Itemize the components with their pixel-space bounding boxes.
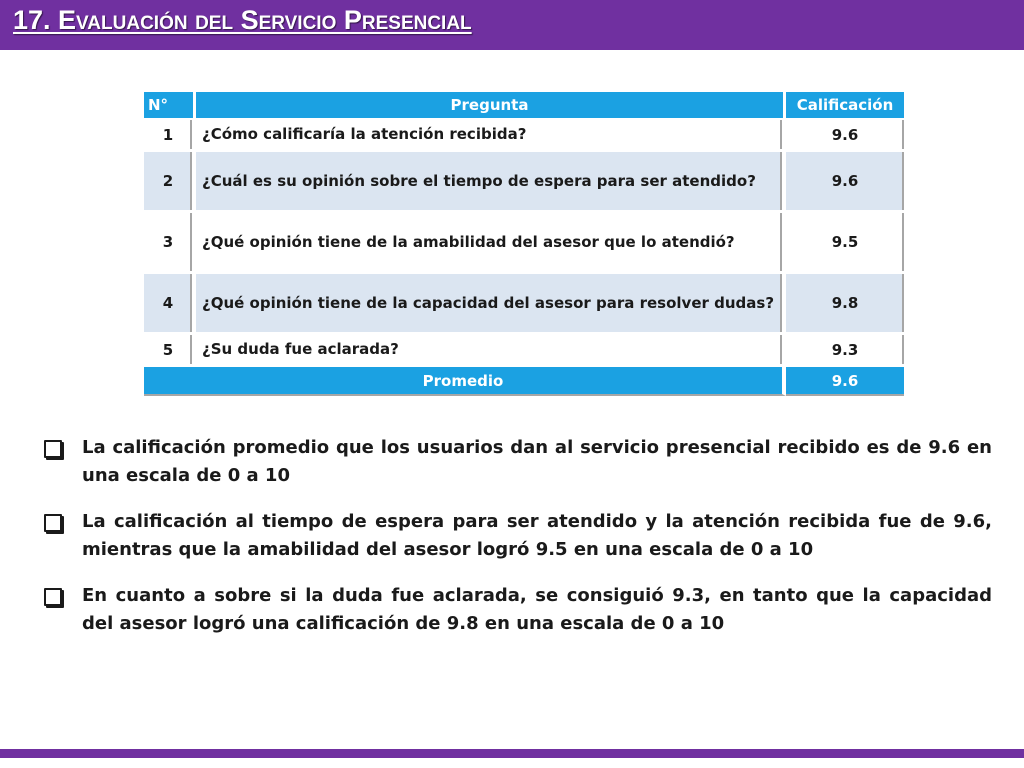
- average-row: [144, 367, 904, 396]
- header-score: Calificación: [786, 92, 904, 120]
- row-question: ¿Cómo calificaría la atención recibida?: [196, 120, 786, 152]
- average-score: 9.6: [786, 367, 904, 396]
- list-item: [44, 434, 992, 490]
- average-label: Promedio: [144, 367, 786, 396]
- survey-table-container: [144, 92, 904, 396]
- checkbox-square-icon: [44, 440, 62, 458]
- row-number: 3: [144, 213, 196, 274]
- footer-bar: [0, 749, 1024, 758]
- row-number: 1: [144, 120, 196, 152]
- bullet-text: En cuanto a sobre si la duda fue aclarada, se consiguió 9.3, en tanto que la capacidad del asesor logró una calificación de 9.8 en una escala de 0 a 10: [82, 585, 992, 634]
- title-bar: [0, 0, 1024, 50]
- header-number: N°: [144, 92, 196, 120]
- list-item: [44, 582, 992, 638]
- row-question: ¿Qué opinión tiene de la capacidad del asesor para resolver dudas?: [196, 274, 786, 335]
- table-row: [144, 335, 904, 367]
- row-score: 9.6: [786, 120, 904, 152]
- table-row: [144, 274, 904, 335]
- table-row: [144, 120, 904, 152]
- row-score: 9.5: [786, 213, 904, 274]
- row-score: 9.3: [786, 335, 904, 367]
- list-item: [44, 508, 992, 564]
- page-title: 17. Evaluación del Servicio Presencial: [13, 5, 472, 35]
- bullet-text: La calificación al tiempo de espera para ser atendido y la atención recibida fue de 9.6, mientras que la amabilidad del asesor logró 9.5 en una escala de 0 a 10: [82, 511, 992, 560]
- bullet-list: [44, 434, 992, 656]
- row-score: 9.8: [786, 274, 904, 335]
- checkbox-square-icon: [44, 514, 62, 532]
- bullet-text: La calificación promedio que los usuarios dan al servicio presencial recibido es de 9.6 en una escala de 0 a 10: [82, 437, 992, 486]
- survey-table: [144, 92, 904, 396]
- checkbox-square-icon: [44, 588, 62, 606]
- row-number: 2: [144, 152, 196, 213]
- table-row: [144, 152, 904, 213]
- row-number: 5: [144, 335, 196, 367]
- row-question: ¿Su duda fue aclarada?: [196, 335, 786, 367]
- row-number: 4: [144, 274, 196, 335]
- table-header-row: [144, 92, 904, 120]
- row-score: 9.6: [786, 152, 904, 213]
- row-question: ¿Qué opinión tiene de la amabilidad del asesor que lo atendió?: [196, 213, 786, 274]
- table-row: [144, 213, 904, 274]
- row-question: ¿Cuál es su opinión sobre el tiempo de espera para ser atendido?: [196, 152, 786, 213]
- header-question: Pregunta: [196, 92, 786, 120]
